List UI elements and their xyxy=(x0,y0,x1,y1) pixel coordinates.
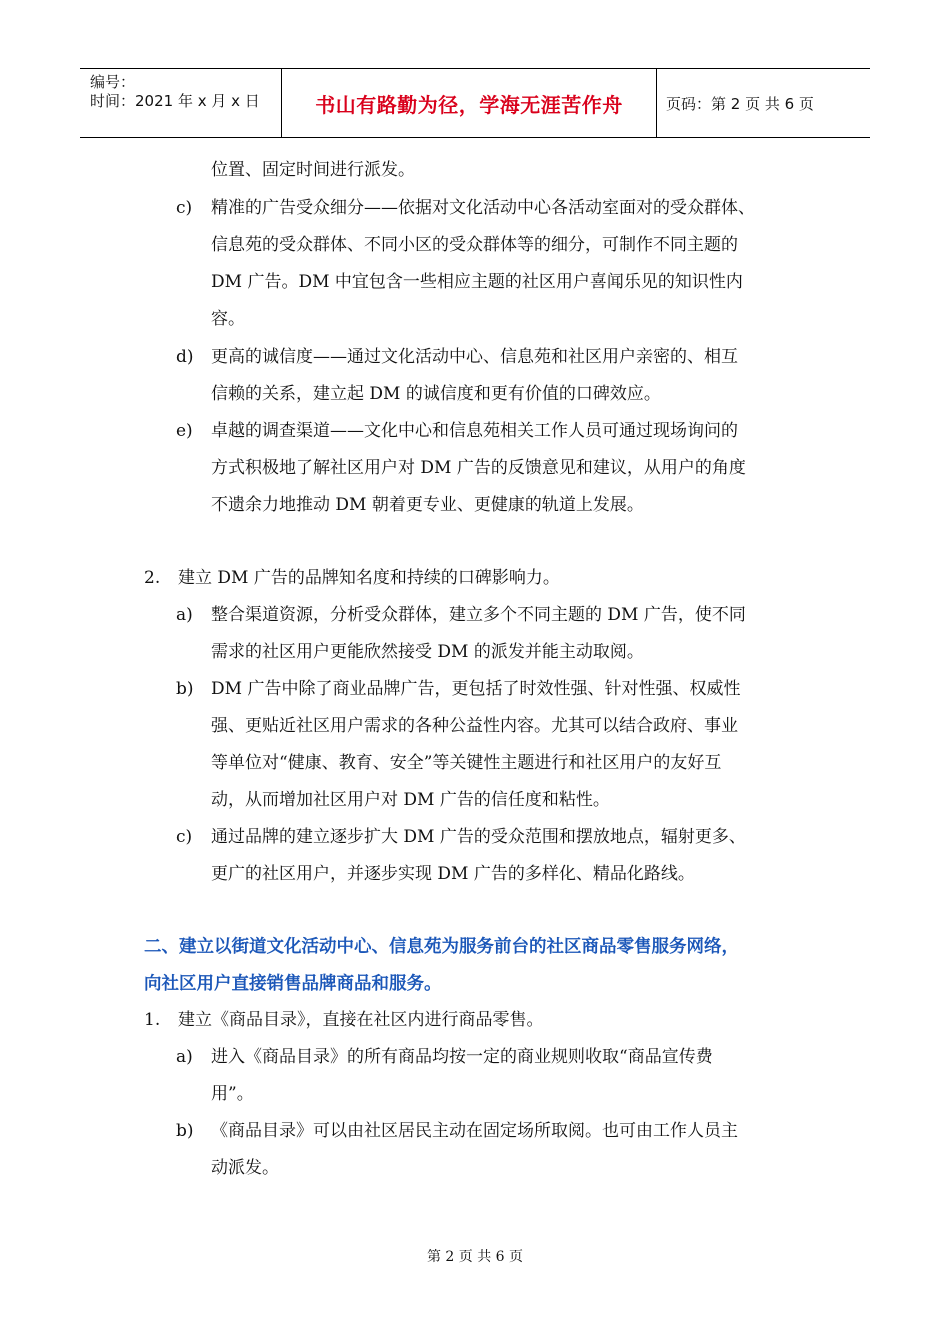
motto: 书山有路勤为径，学海无涯苦作舟 xyxy=(315,92,623,117)
list-label: 2. xyxy=(144,568,161,588)
list-label: e) xyxy=(176,421,193,441)
paragraph-line: 更高的诚信度——通过文化活动中心、信息苑和社区用户亲密的、相互 xyxy=(211,347,738,367)
paragraph-line: 方式积极地了解社区用户对 DM 广告的反馈意见和建议，从用户的角度 xyxy=(211,458,746,478)
page-info: 页码：第 2 页 共 6 页 xyxy=(666,94,814,113)
paragraph-line: 需求的社区用户更能欣然接受 DM 的派发并能主动取阅。 xyxy=(211,642,644,662)
paragraph-line: 动派发。 xyxy=(211,1158,279,1178)
paragraph-line: 强、更贴近社区用户需求的各种公益性内容。尤其可以结合政府、事业 xyxy=(211,716,738,736)
list-label: b) xyxy=(176,679,194,699)
header-page-info xyxy=(656,69,870,137)
paragraph-line: 建立 DM 广告的品牌知名度和持续的口碑影响力。 xyxy=(178,568,560,588)
section-heading: 向社区用户直接销售品牌商品和服务。 xyxy=(144,974,442,994)
time-label: 时间：2021 年 x 月 x 日 xyxy=(90,92,260,110)
paragraph-line: 不遗余力地推动 DM 朝着更专业、更健康的轨道上发展。 xyxy=(211,495,644,515)
paragraph-line: 用”。 xyxy=(211,1084,254,1104)
list-label: a) xyxy=(176,605,193,625)
page-footer xyxy=(0,1246,950,1266)
paragraph-line: 容。 xyxy=(211,309,245,329)
paragraph-line: DM 广告中除了商业品牌广告，更包括了时效性强、针对性强、权威性 xyxy=(211,679,741,699)
paragraph-line: 《商品目录》可以由社区居民主动在固定场所取阅。也可由工作人员主 xyxy=(211,1121,738,1141)
page-header xyxy=(80,68,870,138)
paragraph-line: 位置、固定时间进行派发。 xyxy=(211,160,415,180)
footer-page-number: 第 2 页 共 6 页 xyxy=(426,1249,524,1265)
paragraph-line: 整合渠道资源，分析受众群体，建立多个不同主题的 DM 广告，使不同 xyxy=(211,605,746,625)
list-label: a) xyxy=(176,1047,193,1067)
number-label: 编号： xyxy=(90,73,136,91)
paragraph-line: 建立《商品目录》，直接在社区内进行商品零售。 xyxy=(178,1010,544,1030)
paragraph-line: 进入《商品目录》的所有商品均按一定的商业规则收取“商品宣传费 xyxy=(211,1047,713,1067)
paragraph-line: 卓越的调查渠道——文化中心和信息苑相关工作人员可通过现场询问的 xyxy=(211,421,738,441)
paragraph-line: 信赖的关系，建立起 DM 的诚信度和更有价值的口碑效应。 xyxy=(211,384,661,404)
paragraph-line: 等单位对“健康、教育、安全”等关键性主题进行和社区用户的友好互 xyxy=(211,753,722,773)
list-label: 1. xyxy=(144,1010,161,1030)
header-meta xyxy=(80,69,282,137)
paragraph-line: 动，从而增加社区用户对 DM 广告的信任度和粘性。 xyxy=(211,790,610,810)
paragraph-line: 精准的广告受众细分——依据对文化活动中心各活动室面对的受众群体、 xyxy=(211,198,755,218)
header-motto-cell xyxy=(282,69,657,137)
list-label: d) xyxy=(176,347,194,367)
paragraph-line: 信息苑的受众群体、不同小区的受众群体等的细分，可制作不同主题的 xyxy=(211,235,738,255)
list-label: c) xyxy=(176,198,193,218)
list-label: b) xyxy=(176,1121,194,1141)
paragraph-line: 通过品牌的建立逐步扩大 DM 广告的受众范围和摆放地点，辐射更多、 xyxy=(211,827,746,847)
paragraph-line: DM 广告。DM 中宜包含一些相应主题的社区用户喜闻乐见的知识性内 xyxy=(211,272,743,292)
section-heading: 二、建立以街道文化活动中心、信息苑为服务前台的社区商品零售服务网络， xyxy=(144,937,739,957)
list-label: c) xyxy=(176,827,193,847)
paragraph-line: 更广的社区用户，并逐步实现 DM 广告的多样化、精品化路线。 xyxy=(211,864,695,884)
